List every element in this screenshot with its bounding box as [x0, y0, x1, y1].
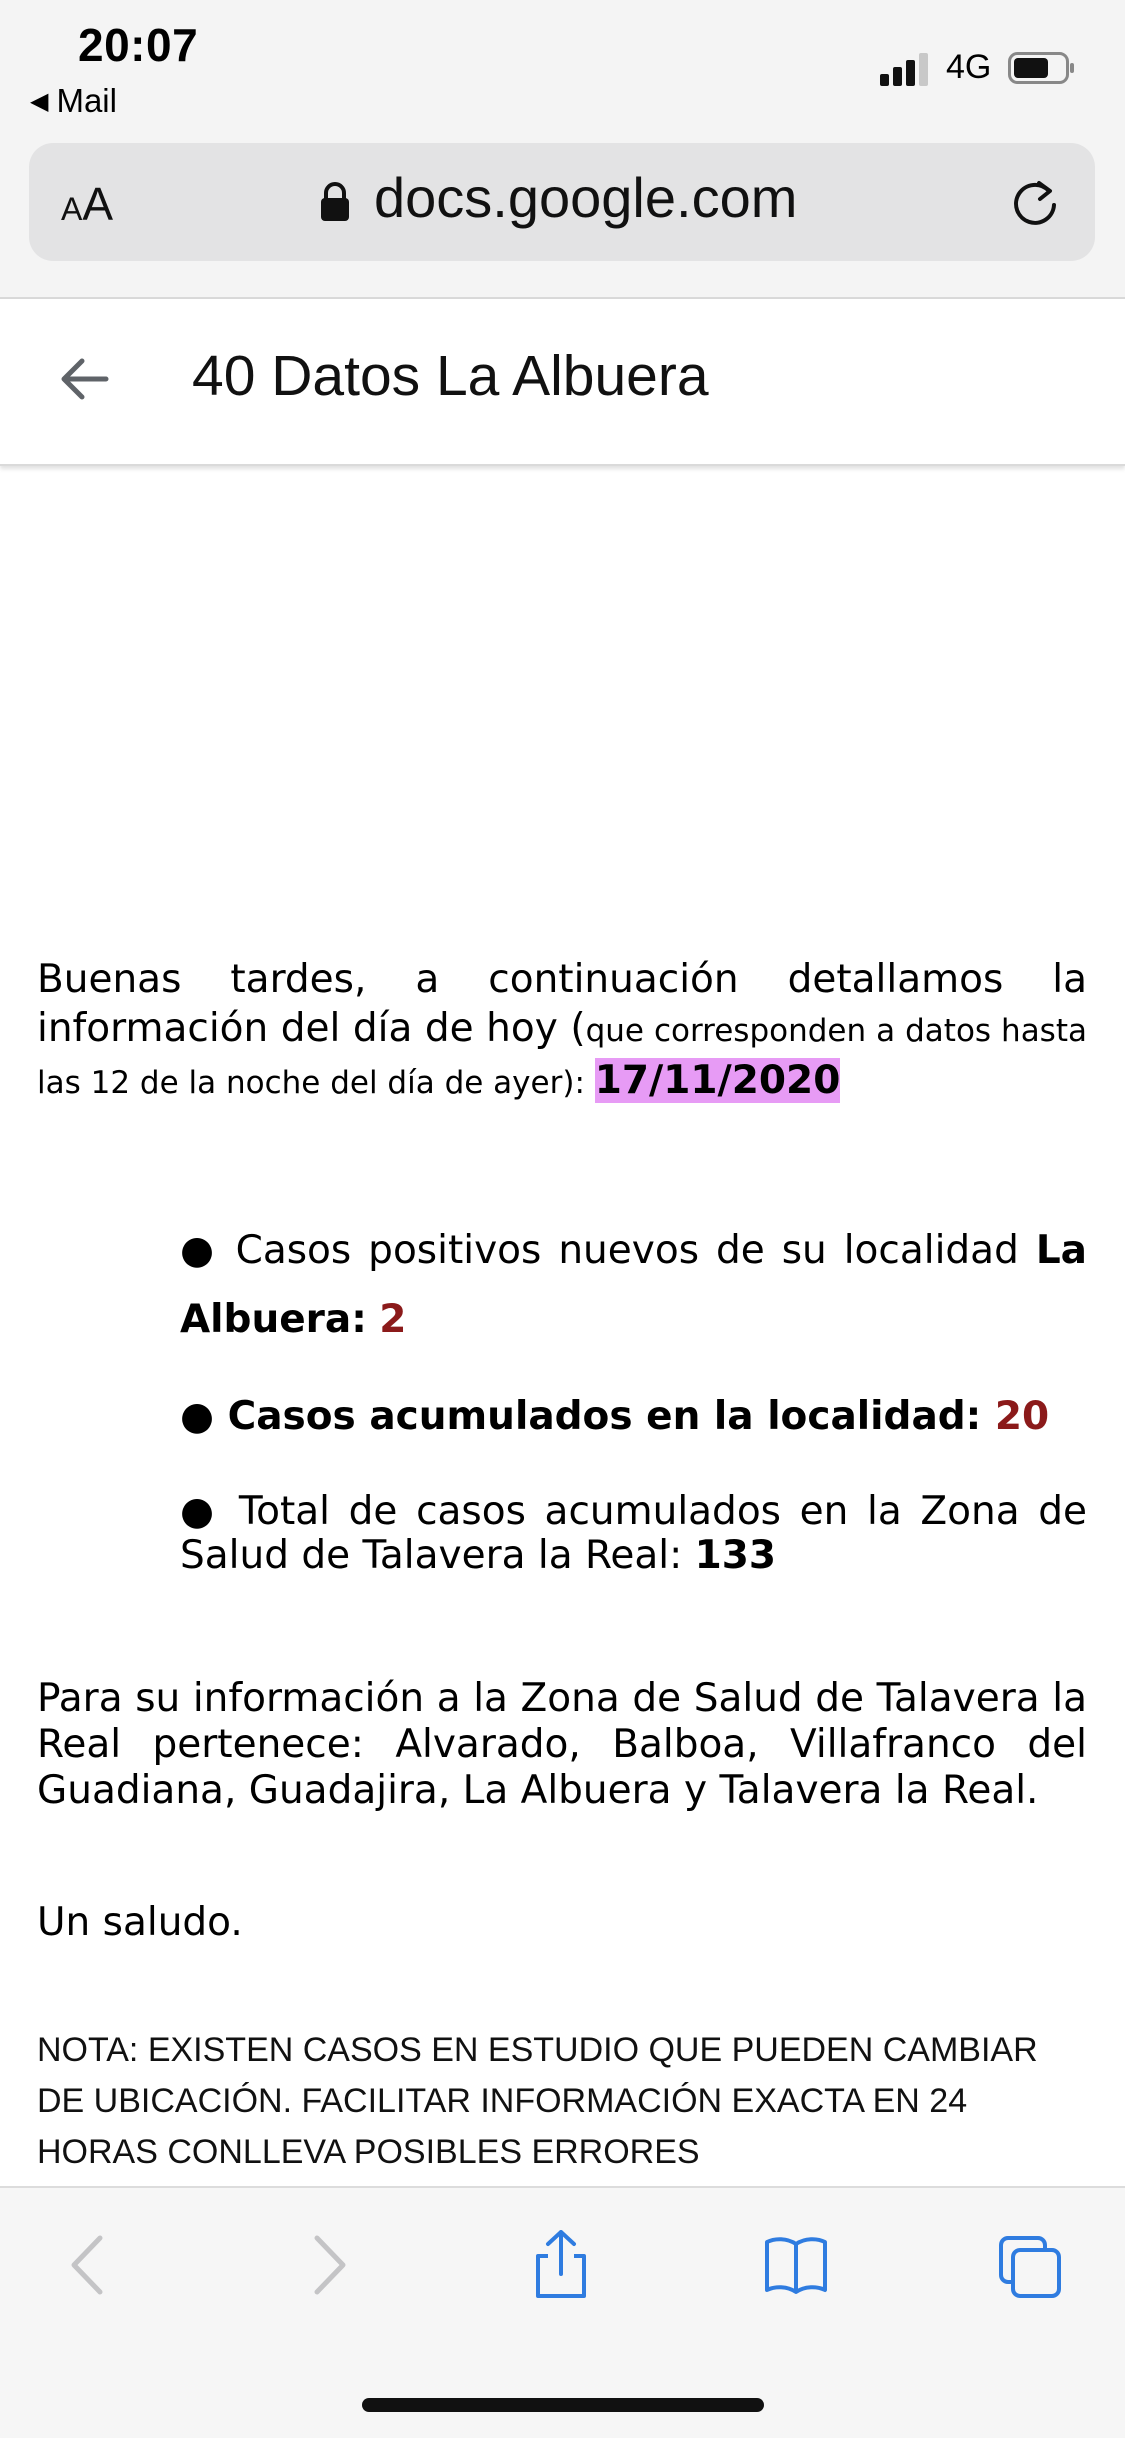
- signal-icon: [880, 52, 932, 86]
- document-title: 40 Datos La Albuera: [192, 344, 709, 408]
- back-arrow-icon[interactable]: [56, 351, 112, 407]
- document-body: [37, 955, 1087, 2178]
- browser-chrome: [0, 135, 1125, 299]
- report-date: 17/11/2020: [594, 1058, 841, 1103]
- forward-chevron-icon[interactable]: [295, 2230, 361, 2300]
- status-bar: [0, 0, 1125, 135]
- info-paragraph: Para su información a la Zona de Salud de Talavera la Real pertenece: Alvarado, Balboa, Villafranco del Guadiana, Guadajira, La Albuera y Talavera la Real.: [37, 1676, 1087, 1813]
- url-domain: docs.google.com: [374, 166, 798, 229]
- share-icon[interactable]: [528, 2230, 594, 2300]
- new-cases-value: 2: [379, 1297, 407, 1342]
- greeting: Un saludo.: [37, 1900, 243, 1945]
- tabs-icon[interactable]: [997, 2230, 1063, 2300]
- back-chevron-icon[interactable]: [56, 2230, 122, 2300]
- zone-total-value: 133: [694, 1533, 777, 1578]
- status-time: 20:07: [78, 19, 199, 71]
- battery-icon: [1008, 52, 1076, 84]
- note-paragraph: NOTA: EXISTEN CASOS EN ESTUDIO QUE PUEDEN CAMBIAR DE UBICACIÓN. FACILITAR INFORMACIÓN EXACTA EN 24 HORAS CONLLEVA POSIBLES ERRORES: [37, 2031, 1038, 2171]
- home-indicator: [362, 2398, 764, 2412]
- reload-icon[interactable]: [1009, 177, 1061, 229]
- network-type: 4G: [946, 48, 992, 86]
- list-item: ● Casos acumulados en la localidad: 20: [180, 1394, 1050, 1439]
- list-item: ● Total de casos acumulados en la Zona de Salud de Talavera la Real: 133: [180, 1489, 1087, 1578]
- intro-paragraph: Buenas tardes, a continuación detallamos la información del día de hoy (que corresponden a datos hasta las 12 de la noche del día de ayer): 17/11/2020: [37, 957, 1087, 1103]
- text-size-button[interactable]: AA: [61, 178, 114, 230]
- cumulative-cases-value: 20: [994, 1394, 1050, 1439]
- back-to-app-button[interactable]: [30, 82, 117, 120]
- stats-list: [180, 1216, 1087, 1578]
- bookmarks-icon[interactable]: [763, 2230, 829, 2300]
- list-item: ● Casos positivos nuevos de su localidad La Albuera: 2: [180, 1228, 1087, 1342]
- address-bar[interactable]: [29, 143, 1095, 261]
- docs-app-bar: [0, 299, 1125, 466]
- back-triangle-icon: ◀: [30, 87, 49, 115]
- back-app-label: Mail: [56, 82, 117, 119]
- lock-icon: [319, 181, 351, 223]
